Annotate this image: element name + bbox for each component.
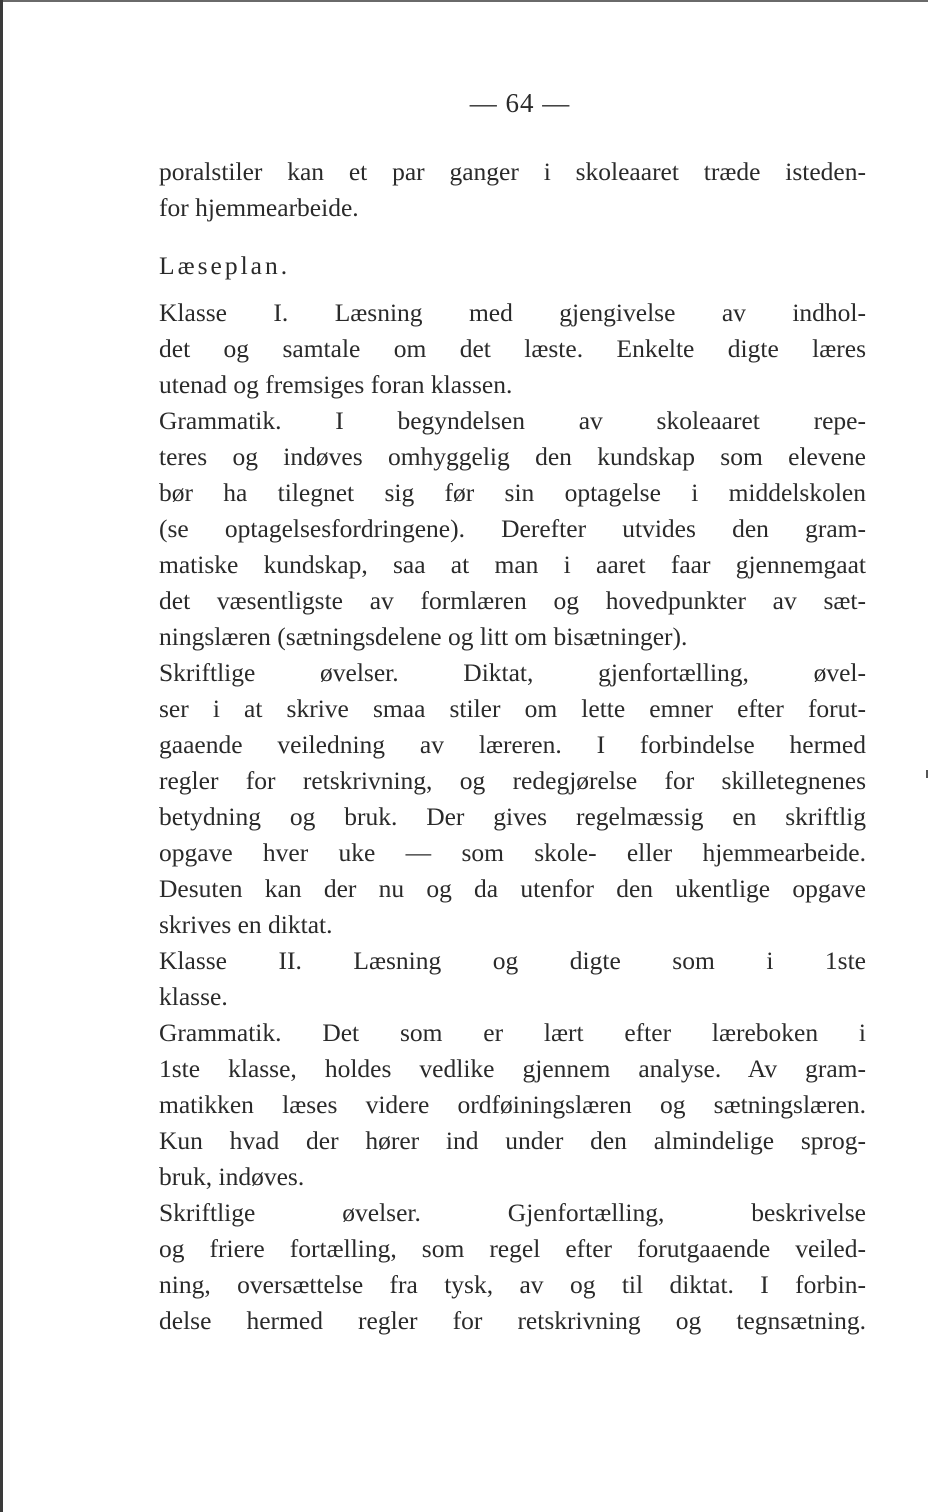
text-line: opgave hver uke — som skole- eller hjemmearbeide.: [159, 838, 866, 867]
text-line: Klasse II. Læsning og digte som i 1ste: [159, 946, 866, 975]
section-heading: Læseplan.: [159, 251, 291, 280]
text-line: Skriftlige øvelser. Gjenfortælling, beskrivelse: [159, 1198, 866, 1227]
text-line: regler for retskrivning, og redegjørelse for skilletegnenes: [159, 766, 866, 795]
text-line: bør ha tilegnet sig før sin optagelse i middelskolen: [159, 478, 866, 507]
text-line: gaaende veiledning av læreren. I forbindelse hermed: [159, 730, 866, 759]
text-line: matiske kundskap, saa at man i aaret faar gjennemgaat: [159, 550, 866, 579]
text-line: Desuten kan der nu og da utenfor den ukentlige opgave: [159, 874, 866, 903]
text-line: Kun hvad der hører ind under den almindelige sprog-: [159, 1126, 866, 1155]
text-line: matikken læses videre ordføiningslæren og sætningslæren.: [159, 1090, 866, 1119]
text-line: ning, oversættelse fra tysk, av og til diktat. I forbin-: [159, 1270, 866, 1299]
text-line: teres og indøves omhyggelig den kundskap som elevene: [159, 442, 866, 471]
text-line: Grammatik. I begyndelsen av skoleaaret repe-: [159, 406, 866, 435]
text-line: delse hermed regler for retskrivning og tegnsætning.: [159, 1306, 866, 1335]
text-line: (se optagelsesfordringene). Derefter utvides den gram-: [159, 514, 866, 543]
text-line: klasse.: [159, 982, 228, 1011]
text-line: ser i at skrive smaa stiler om lette emner efter forut-: [159, 694, 866, 723]
text-line: skrives en diktat.: [159, 910, 333, 939]
text-line: poralstiler kan et par ganger i skoleaaret træde isteden-: [159, 157, 866, 186]
text-line: 1ste klasse, holdes vedlike gjennem analyse. Av gram-: [159, 1054, 866, 1083]
text-line: det væsentligste av formlæren og hovedpunkter av sæt-: [159, 586, 866, 615]
text-line: for hjemmearbeide.: [159, 193, 359, 222]
text-line: bruk, indøves.: [159, 1162, 305, 1191]
text-line: Grammatik. Det som er lært efter læreboken i: [159, 1018, 866, 1047]
text-line: utenad og fremsiges foran klassen.: [159, 370, 513, 399]
text-line: Skriftlige øvelser. Diktat, gjenfortælling, øvel-: [159, 658, 866, 687]
page-number: — 64 —: [469, 88, 571, 118]
text-line: betydning og bruk. Der gives regelmæssig en skriftlig: [159, 802, 866, 831]
text-line: Klasse I. Læsning med gjengivelse av indhol-: [159, 298, 866, 327]
page-left-edge: [0, 0, 3, 1512]
page-top-edge: [0, 0, 928, 2]
text-line: ningslæren (sætningsdelene og litt om bisætninger).: [159, 622, 688, 651]
text-line: og friere fortælling, som regel efter forutgaaende veiled-: [159, 1234, 866, 1263]
text-line: det og samtale om det læste. Enkelte digte læres: [159, 334, 866, 363]
